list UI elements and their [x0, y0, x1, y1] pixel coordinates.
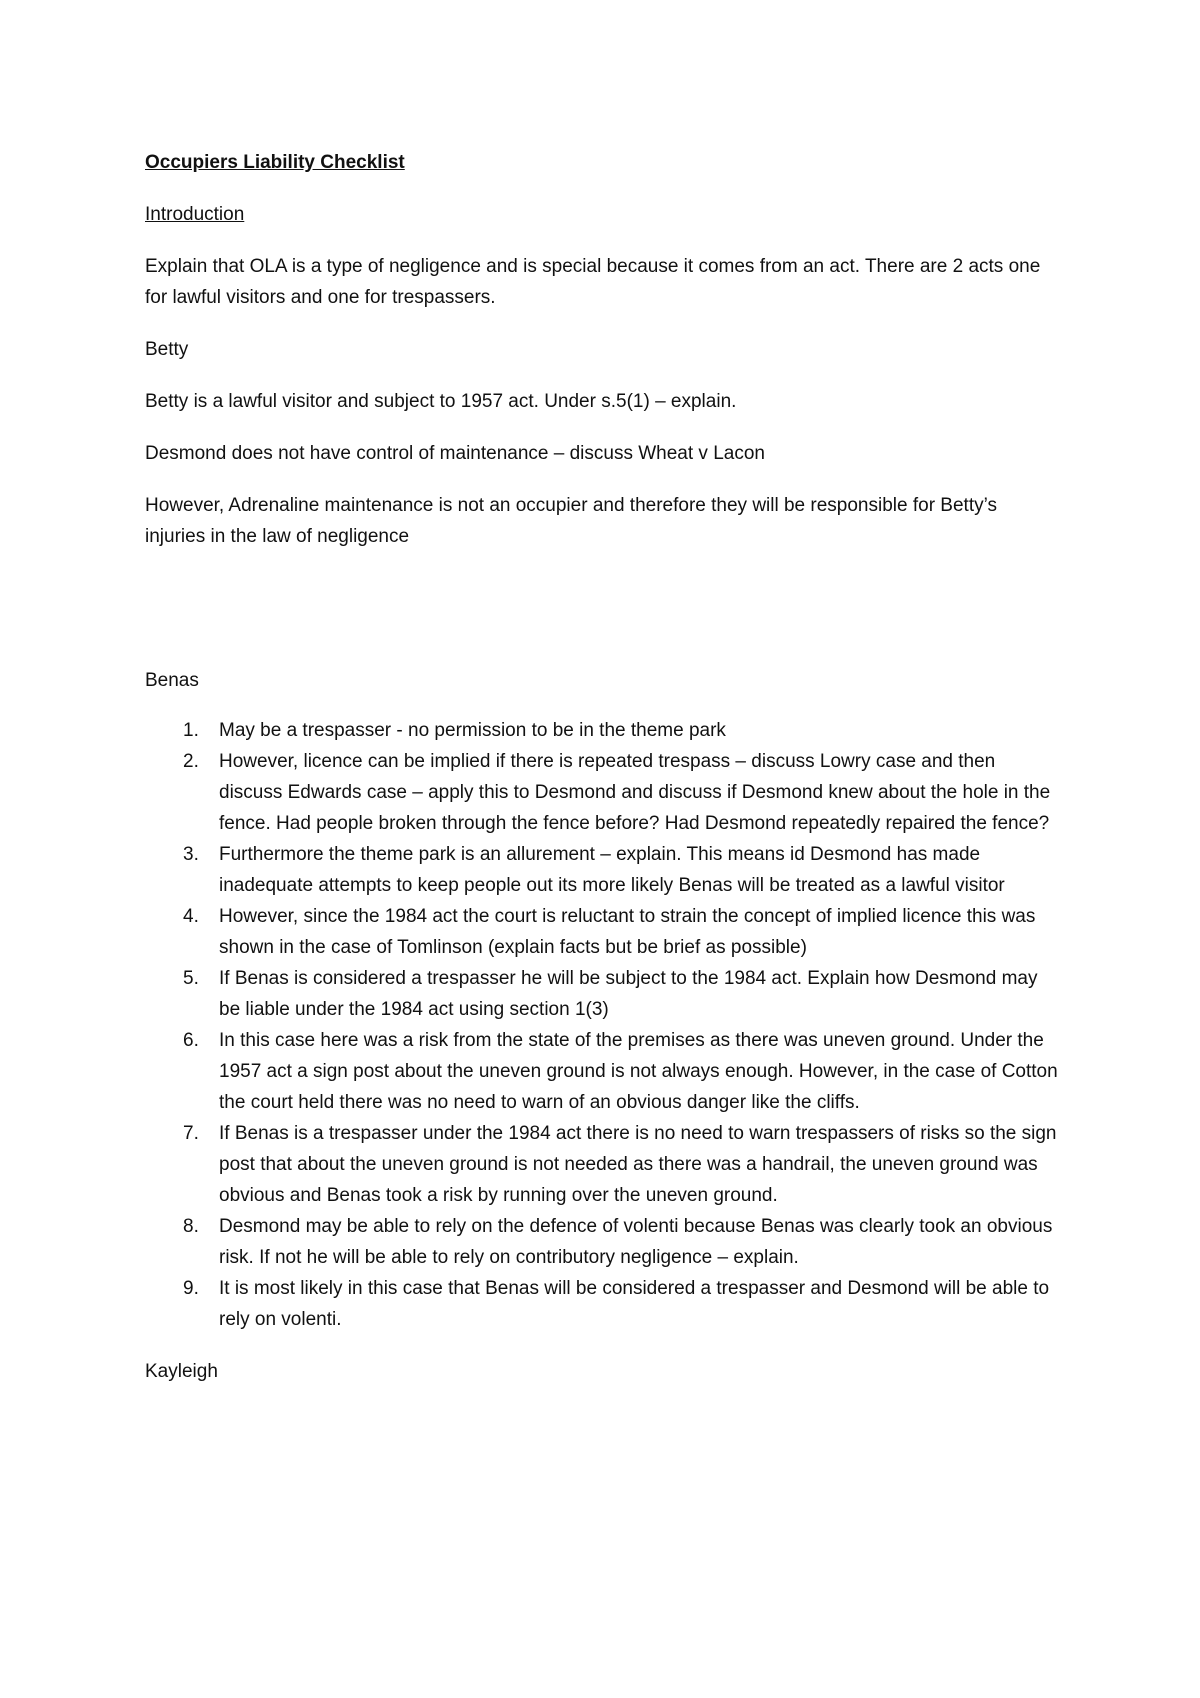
list-item-number: 3. — [183, 844, 199, 865]
betty-paragraph: However, Adrenaline maintenance is not an occupier and therefore they will be responsible for Betty’s injuries in the law of negligence — [145, 495, 997, 547]
list-item-number: 7. — [183, 1123, 199, 1144]
list-item — [145, 715, 1060, 746]
betty-paragraph: Desmond does not have control of maintenance – discuss Wheat v Lacon — [145, 443, 765, 464]
list-item-text: If Benas is considered a trespasser he will be subject to the 1984 act. Explain how Desmond may be liable under the 1984 act using section 1(3) — [219, 968, 1038, 1020]
list-item — [145, 1118, 1060, 1211]
betty-paragraph: Betty is a lawful visitor and subject to 1957 act. Under s.5(1) – explain. — [145, 391, 737, 412]
list-item-number: 8. — [183, 1216, 199, 1237]
list-item-number: 9. — [183, 1278, 199, 1299]
list-item — [145, 1025, 1060, 1118]
kayleigh-heading: Kayleigh — [145, 1361, 218, 1382]
list-item-text: In this case here was a risk from the state of the premises as there was uneven ground. Under the 1957 act a sign post about the uneven ground is not always enough. However, in the case of Cotton the court held there was no need to warn of an obvious danger like the cliffs. — [219, 1030, 1058, 1113]
list-item — [145, 1211, 1060, 1273]
list-item-text: May be a trespasser - no permission to be in the theme park — [219, 720, 726, 741]
list-item — [145, 901, 1060, 963]
list-item-text: However, licence can be implied if there is repeated trespass – discuss Lowry case and then discuss Edwards case – apply this to Desmond and discuss if Desmond knew about the hole in the fence. Had people broken through the fence before? Had Desmond repeatedly repaired the fence? — [219, 751, 1051, 834]
list-item-number: 4. — [183, 906, 199, 927]
list-item-number: 2. — [183, 751, 199, 772]
document-body — [145, 147, 1060, 1387]
list-item — [145, 963, 1060, 1025]
benas-checklist — [145, 715, 1060, 1335]
list-item-number: 5. — [183, 968, 199, 989]
list-item-number: 6. — [183, 1030, 199, 1051]
introduction-heading: Introduction — [145, 204, 245, 225]
list-item-number: 1. — [183, 720, 199, 741]
introduction-paragraph: Explain that OLA is a type of negligence and is special because it comes from an act. There are 2 acts one for lawful visitors and one for trespassers. — [145, 256, 1041, 308]
list-item — [145, 746, 1060, 839]
betty-heading: Betty — [145, 339, 189, 360]
list-item — [145, 1273, 1060, 1335]
list-item-text: However, since the 1984 act the court is reluctant to strain the concept of implied licence this was shown in the case of Tomlinson (explain facts but be brief as possible) — [219, 906, 1036, 958]
list-item-text: Desmond may be able to rely on the defence of volenti because Benas was clearly took an obvious risk. If not he will be able to rely on contributory negligence – explain. — [219, 1216, 1053, 1268]
list-item-text: If Benas is a trespasser under the 1984 act there is no need to warn trespassers of risks so the sign post that about the uneven ground is not needed as there was a handrail, the uneven ground was obvious and Benas took a risk by running over the uneven ground. — [219, 1123, 1057, 1206]
benas-heading: Benas — [145, 670, 199, 691]
list-item-text: It is most likely in this case that Benas will be considered a trespasser and Desmond will be able to rely on volenti. — [219, 1278, 1050, 1330]
document-title: Occupiers Liability Checklist — [145, 152, 405, 173]
list-item — [145, 839, 1060, 901]
list-item-text: Furthermore the theme park is an allurement – explain. This means id Desmond has made inadequate attempts to keep people out its more likely Benas will be treated as a lawful visitor — [219, 844, 1005, 896]
